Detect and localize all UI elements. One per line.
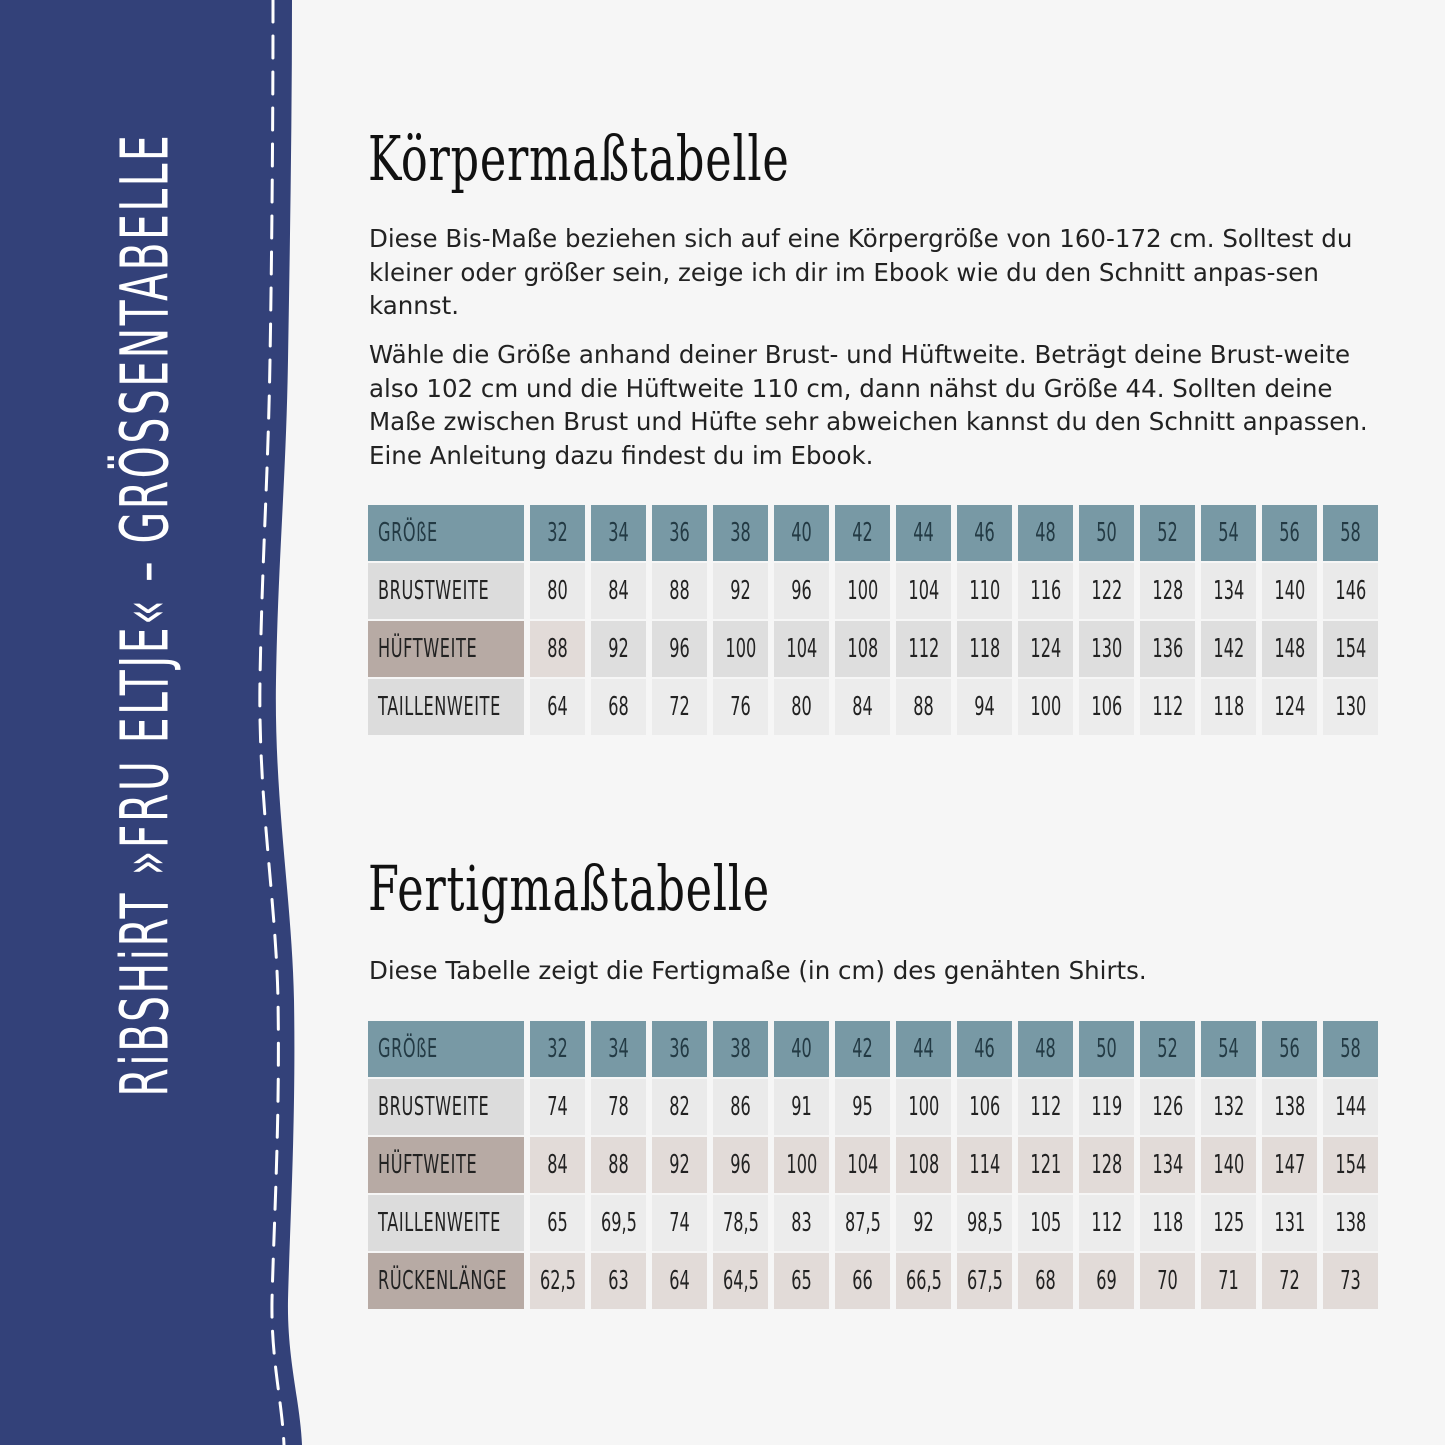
table-cell [1018, 621, 1073, 677]
table-cell [652, 1253, 707, 1309]
table-cell-text: 147 [1274, 1150, 1305, 1180]
table-cell-text: 69,5 [600, 1208, 637, 1238]
table-cell-text: 118 [969, 634, 1000, 664]
table-cell-text: 104 [786, 634, 817, 664]
table-cell [591, 1079, 646, 1135]
table-cell-text: 92 [730, 576, 751, 606]
size-48-header-text: 48 [1035, 518, 1056, 548]
size-34-header [591, 1021, 646, 1077]
table-cell-text: 91 [791, 1092, 812, 1122]
table-cell-text: 88 [547, 634, 568, 664]
size-58-header [1323, 1021, 1378, 1077]
table-cell [896, 563, 951, 619]
table-cell [835, 679, 890, 735]
table-cell [1201, 1137, 1256, 1193]
table-cell [1323, 679, 1378, 735]
table-cell-text: 66,5 [905, 1266, 942, 1296]
table-cell [1262, 679, 1317, 735]
table-cell-text: 108 [908, 1150, 939, 1180]
table-cell-text: 68 [1035, 1266, 1056, 1296]
table-cell [652, 1079, 707, 1135]
table-cell-text: 66 [852, 1266, 873, 1296]
table-cell [1079, 1137, 1134, 1193]
table-cell [896, 679, 951, 735]
size-50-header-text: 50 [1096, 1034, 1117, 1064]
table-cell [652, 679, 707, 735]
table-cell [530, 563, 585, 619]
table-cell [591, 679, 646, 735]
row-label-taillenweite-text: TAILLENWEITE [378, 692, 501, 722]
table-cell [713, 679, 768, 735]
size-46-header [957, 505, 1012, 561]
table-cell-text: 65 [547, 1208, 568, 1238]
table-cell-text: 86 [730, 1092, 751, 1122]
table-cell [835, 1079, 890, 1135]
table-cell-text: 106 [969, 1092, 1000, 1122]
size-40-header-text: 40 [791, 1034, 812, 1064]
table-cell [530, 1079, 585, 1135]
size-54-header [1201, 1021, 1256, 1077]
row-label-hueftweite [368, 621, 524, 677]
table-cell-text: 124 [1030, 634, 1061, 664]
table-cell [957, 1137, 1012, 1193]
table-cell [530, 1195, 585, 1251]
size-52-header-text: 52 [1157, 1034, 1178, 1064]
row-label-hueftweite-text: HÜFTWEITE [378, 1150, 478, 1180]
table-cell [774, 679, 829, 735]
table-cell [1079, 1079, 1134, 1135]
table-cell [1079, 621, 1134, 677]
table-cell-text: 92 [608, 634, 629, 664]
row-label-rueckenlaenge [368, 1253, 524, 1309]
table-cell [774, 1253, 829, 1309]
table-cell-text: 73 [1340, 1266, 1361, 1296]
table-cell [1262, 621, 1317, 677]
table-cell-text: 110 [969, 576, 1000, 606]
size-52-header-text: 52 [1157, 518, 1178, 548]
size-header-label [368, 505, 524, 561]
table-cell-text: 72 [1279, 1266, 1300, 1296]
size-52-header [1140, 1021, 1195, 1077]
size-58-header-text: 58 [1340, 518, 1361, 548]
table-cell-text: 100 [725, 634, 756, 664]
table-cell-text: 126 [1152, 1092, 1183, 1122]
size-34-header [591, 505, 646, 561]
table-cell [713, 1079, 768, 1135]
table-cell [1079, 1195, 1134, 1251]
table-cell [835, 1195, 890, 1251]
table-cell [1201, 1079, 1256, 1135]
size-42-header-text: 42 [852, 1034, 873, 1064]
table-cell-text: 83 [791, 1208, 812, 1238]
intro-paragraph-2: Wähle die Größe anhand deiner Brust- und Hüftweite. Beträgt deine Brust-weite also 102 cm und die Hüftweite 110 cm, dann nähst du Größe 44. Sollten deine Maße zwischen Brust und Hüfte sehr abweichen kannst du den Schnitt anpassen. Eine Anleitung dazu findest du im Ebook. [369, 340, 1368, 470]
table-row-taillenweite [368, 1195, 1378, 1251]
table-cell-text: 105 [1030, 1208, 1061, 1238]
table-cell-text: 134 [1152, 1150, 1183, 1180]
table-cell [1018, 1195, 1073, 1251]
table-cell [1018, 1137, 1073, 1193]
table-cell-text: 95 [852, 1092, 873, 1122]
table-cell [957, 1253, 1012, 1309]
size-44-header [896, 1021, 951, 1077]
size-42-header [835, 1021, 890, 1077]
table-cell-text: 72 [669, 692, 690, 722]
table-cell [1140, 1137, 1195, 1193]
table-cell [1140, 563, 1195, 619]
size-32-header-text: 32 [547, 1034, 568, 1064]
row-label-hueftweite [368, 1137, 524, 1193]
table-cell [774, 1195, 829, 1251]
table-cell-text: 154 [1335, 634, 1366, 664]
finished-measurements-heading: Fertigmaßtabelle [368, 852, 770, 925]
table-cell-text: 64,5 [722, 1266, 759, 1296]
size-48-header [1018, 505, 1073, 561]
table-cell [530, 1253, 585, 1309]
size-56-header-text: 56 [1279, 518, 1300, 548]
table-cell [1323, 1079, 1378, 1135]
table-row-taillenweite [368, 679, 1378, 735]
table-cell [774, 563, 829, 619]
size-36-header [652, 1021, 707, 1077]
table-cell [835, 1137, 890, 1193]
table-cell [1323, 1253, 1378, 1309]
size-38-header-text: 38 [730, 1034, 751, 1064]
table-cell-text: 112 [908, 634, 939, 664]
size-36-header-text: 36 [669, 518, 690, 548]
table-cell [652, 563, 707, 619]
table-cell-text: 100 [847, 576, 878, 606]
table-cell-text: 88 [913, 692, 934, 722]
table-cell [957, 1079, 1012, 1135]
table-header-row [368, 505, 1378, 561]
table-cell [896, 1253, 951, 1309]
table-cell [1079, 1253, 1134, 1309]
size-54-header [1201, 505, 1256, 561]
size-44-header-text: 44 [913, 518, 934, 548]
row-label-taillenweite [368, 679, 524, 735]
table-cell-text: 112 [1030, 1092, 1061, 1122]
table-cell-text: 84 [547, 1150, 568, 1180]
table-cell-text: 68 [608, 692, 629, 722]
table-cell [530, 679, 585, 735]
side-band [0, 0, 310, 1445]
table-cell-text: 122 [1091, 576, 1122, 606]
size-52-header [1140, 505, 1195, 561]
size-46-header-text: 46 [974, 1034, 995, 1064]
table-cell [1018, 1079, 1073, 1135]
table-cell [774, 1079, 829, 1135]
table-cell-text: 87,5 [844, 1208, 881, 1238]
table-cell-text: 74 [669, 1208, 690, 1238]
table-cell [1140, 1079, 1195, 1135]
size-50-header-text: 50 [1096, 518, 1117, 548]
finished-intro-paragraph: Diese Tabelle zeigt die Fertigmaße (in cm) des genähten Shirts. [369, 956, 1147, 985]
size-56-header [1262, 1021, 1317, 1077]
table-cell-text: 104 [847, 1150, 878, 1180]
table-header-row [368, 1021, 1378, 1077]
table-cell [1323, 621, 1378, 677]
size-48-header [1018, 1021, 1073, 1077]
table-cell [652, 1195, 707, 1251]
table-cell [957, 679, 1012, 735]
table-cell [1323, 1137, 1378, 1193]
table-cell-text: 78,5 [722, 1208, 759, 1238]
size-56-header-text: 56 [1279, 1034, 1300, 1064]
table-cell [713, 1137, 768, 1193]
table-cell [1262, 1195, 1317, 1251]
table-cell [530, 1137, 585, 1193]
table-cell [1262, 1253, 1317, 1309]
size-34-header-text: 34 [608, 518, 629, 548]
table-cell-text: 84 [608, 576, 629, 606]
table-row-hueftweite [368, 621, 1378, 677]
size-50-header [1079, 1021, 1134, 1077]
row-label-taillenweite [368, 1195, 524, 1251]
table-cell [591, 1137, 646, 1193]
size-58-header [1323, 505, 1378, 561]
table-cell-text: 80 [791, 692, 812, 722]
table-cell-text: 118 [1213, 692, 1244, 722]
table-cell-text: 140 [1213, 1150, 1244, 1180]
table-cell [713, 1195, 768, 1251]
table-cell-text: 148 [1274, 634, 1305, 664]
table-cell-text: 130 [1091, 634, 1122, 664]
size-42-header-text: 42 [852, 518, 873, 548]
table-cell-text: 63 [608, 1266, 629, 1296]
table-cell-text: 128 [1091, 1150, 1122, 1180]
size-58-header-text: 58 [1340, 1034, 1361, 1064]
table-cell-text: 142 [1213, 634, 1244, 664]
table-cell-text: 82 [669, 1092, 690, 1122]
table-cell-text: 138 [1335, 1208, 1366, 1238]
size-54-header-text: 54 [1218, 518, 1239, 548]
finished-measurements-table [368, 1021, 1378, 1311]
table-cell [1140, 1195, 1195, 1251]
body-measurements-table [368, 505, 1378, 737]
row-label-brustweite [368, 1079, 524, 1135]
table-cell [1018, 1253, 1073, 1309]
table-cell-text: 64 [547, 692, 568, 722]
table-cell [1323, 1195, 1378, 1251]
table-cell [896, 621, 951, 677]
table-cell-text: 64 [669, 1266, 690, 1296]
table-cell-text: 78 [608, 1092, 629, 1122]
size-44-header-text: 44 [913, 1034, 934, 1064]
table-cell-text: 100 [908, 1092, 939, 1122]
table-cell-text: 104 [908, 576, 939, 606]
table-cell-text: 67,5 [966, 1266, 1003, 1296]
table-cell [835, 1253, 890, 1309]
size-38-header [713, 1021, 768, 1077]
size-40-header [774, 1021, 829, 1077]
table-cell-text: 154 [1335, 1150, 1366, 1180]
size-32-header-text: 32 [547, 518, 568, 548]
table-cell-text: 119 [1091, 1092, 1122, 1122]
table-cell [896, 1137, 951, 1193]
table-cell-text: 80 [547, 576, 568, 606]
table-cell [957, 563, 1012, 619]
row-label-rueckenlaenge-text: RÜCKENLÄNGE [378, 1266, 508, 1296]
table-row-brustweite [368, 563, 1378, 619]
table-cell-text: 88 [608, 1150, 629, 1180]
table-cell-text: 106 [1091, 692, 1122, 722]
size-32-header [530, 505, 585, 561]
table-cell-text: 96 [791, 576, 812, 606]
table-cell [896, 1195, 951, 1251]
row-label-taillenweite-text: TAILLENWEITE [378, 1208, 501, 1238]
size-46-header [957, 1021, 1012, 1077]
table-cell [713, 563, 768, 619]
table-cell-text: 128 [1152, 576, 1183, 606]
table-cell [1201, 563, 1256, 619]
table-cell-text: 100 [1030, 692, 1061, 722]
size-42-header [835, 505, 890, 561]
table-cell-text: 118 [1152, 1208, 1183, 1238]
table-cell [1079, 679, 1134, 735]
table-cell [713, 1253, 768, 1309]
table-cell-text: 108 [847, 634, 878, 664]
table-cell [774, 621, 829, 677]
table-cell [530, 621, 585, 677]
table-cell-text: 69 [1096, 1266, 1117, 1296]
size-48-header-text: 48 [1035, 1034, 1056, 1064]
table-cell-text: 132 [1213, 1092, 1244, 1122]
table-cell-text: 124 [1274, 692, 1305, 722]
table-cell-text: 96 [669, 634, 690, 664]
table-cell-text: 125 [1213, 1208, 1244, 1238]
table-cell-text: 84 [852, 692, 873, 722]
table-cell-text: 131 [1274, 1208, 1305, 1238]
table-cell [957, 621, 1012, 677]
table-cell-text: 116 [1030, 576, 1061, 606]
table-cell-text: 71 [1218, 1266, 1239, 1296]
table-cell-text: 138 [1274, 1092, 1305, 1122]
table-cell-text: 74 [547, 1092, 568, 1122]
table-cell [1201, 679, 1256, 735]
body-measurements-heading: Körpermaßtabelle [368, 122, 790, 195]
table-cell [1262, 1137, 1317, 1193]
table-cell-text: 134 [1213, 576, 1244, 606]
size-38-header [713, 505, 768, 561]
table-cell-text: 94 [974, 692, 995, 722]
table-cell-text: 121 [1030, 1150, 1061, 1180]
table-cell-text: 112 [1152, 692, 1183, 722]
table-cell [1262, 1079, 1317, 1135]
table-cell [591, 1195, 646, 1251]
table-cell-text: 100 [786, 1150, 817, 1180]
table-cell-text: 130 [1335, 692, 1366, 722]
table-cell [835, 621, 890, 677]
table-cell-text: 112 [1091, 1208, 1122, 1238]
size-34-header-text: 34 [608, 1034, 629, 1064]
size-40-header-text: 40 [791, 518, 812, 548]
size-header-label-text: GRÖßE [378, 518, 438, 548]
row-label-brustweite-text: BRUSTWEITE [378, 576, 490, 606]
table-cell-text: 114 [969, 1150, 1000, 1180]
table-cell [591, 621, 646, 677]
table-cell-text: 136 [1152, 634, 1183, 664]
size-44-header [896, 505, 951, 561]
table-cell-text: 88 [669, 576, 690, 606]
table-cell-text: 76 [730, 692, 751, 722]
row-label-brustweite-text: BRUSTWEITE [378, 1092, 490, 1122]
table-row-rueckenlaenge [368, 1253, 1378, 1309]
table-cell-text: 65 [791, 1266, 812, 1296]
table-cell-text: 146 [1335, 576, 1366, 606]
table-cell-text: 144 [1335, 1092, 1366, 1122]
table-cell [652, 1137, 707, 1193]
table-row-brustweite [368, 1079, 1378, 1135]
side-title: RiBSHiRT »FRU ELTJE« – GRÖSSENTABELLE [106, 132, 184, 1097]
row-label-hueftweite-text: HÜFTWEITE [378, 634, 478, 664]
table-cell [1018, 679, 1073, 735]
table-cell [591, 563, 646, 619]
table-cell-text: 98,5 [966, 1208, 1003, 1238]
size-56-header [1262, 505, 1317, 561]
size-40-header [774, 505, 829, 561]
table-cell [1079, 563, 1134, 619]
table-cell-text: 140 [1274, 576, 1305, 606]
size-46-header-text: 46 [974, 518, 995, 548]
table-cell-text: 70 [1157, 1266, 1178, 1296]
size-header-label [368, 1021, 524, 1077]
table-cell [652, 621, 707, 677]
size-38-header-text: 38 [730, 518, 751, 548]
size-36-header [652, 505, 707, 561]
table-cell [835, 563, 890, 619]
size-header-label-text: GRÖßE [378, 1034, 438, 1064]
table-cell [1018, 563, 1073, 619]
table-cell [1140, 621, 1195, 677]
intro-paragraph-1: Diese Bis-Maße beziehen sich auf eine Körpergröße von 160-172 cm. Solltest du kleiner oder größer sein, zeige ich dir im Ebook wie du den Schnitt anpas-sen kannst. [369, 224, 1353, 320]
table-cell [1201, 1253, 1256, 1309]
table-cell [1140, 679, 1195, 735]
table-cell [1262, 563, 1317, 619]
table-row-hueftweite [368, 1137, 1378, 1193]
size-50-header [1079, 505, 1134, 561]
table-cell-text: 92 [669, 1150, 690, 1180]
size-54-header-text: 54 [1218, 1034, 1239, 1064]
table-cell [1323, 563, 1378, 619]
size-32-header [530, 1021, 585, 1077]
table-cell [1201, 1195, 1256, 1251]
table-cell [774, 1137, 829, 1193]
size-36-header-text: 36 [669, 1034, 690, 1064]
row-label-brustweite [368, 563, 524, 619]
table-cell [1140, 1253, 1195, 1309]
table-cell [591, 1253, 646, 1309]
table-cell [896, 1079, 951, 1135]
table-cell-text: 96 [730, 1150, 751, 1180]
table-cell [957, 1195, 1012, 1251]
table-cell [1201, 621, 1256, 677]
table-cell-text: 62,5 [539, 1266, 576, 1296]
table-cell [713, 621, 768, 677]
table-cell-text: 92 [913, 1208, 934, 1238]
